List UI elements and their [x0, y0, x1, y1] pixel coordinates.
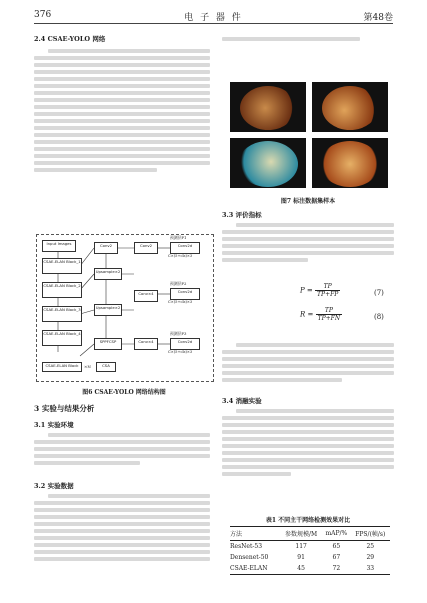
fundus-image-4	[312, 138, 388, 188]
head-conv2d-1: Conv2d	[170, 242, 200, 254]
section-3-2-body	[34, 491, 210, 564]
sppfcsp-box: SPPFCSP	[94, 338, 122, 350]
table-cell: 117	[295, 543, 307, 550]
upsample-box-2: Upsample×2	[94, 304, 122, 316]
figure-6-network-diagram	[36, 234, 212, 386]
formula-r-fraction	[316, 307, 342, 322]
section-3-4-body	[222, 406, 394, 479]
conv2-box-b: Conv2	[134, 242, 158, 254]
figure-6-caption: 图6 CSAE-YOLO 网络结构图	[82, 389, 166, 396]
page-header	[0, 0, 427, 24]
output-size-2: C×(5+cls)×3	[168, 300, 193, 304]
table-cell: 91	[297, 554, 305, 561]
output-size-3: C×(5+cls)×3	[168, 350, 193, 354]
input-images-box: Input Images	[42, 240, 76, 252]
conv2-box-a: Conv2	[94, 242, 118, 254]
section-3-1-body	[34, 430, 210, 468]
head-conv2d-3: Conv2d	[170, 338, 200, 350]
conv4-box-c: Conv×4	[134, 290, 158, 302]
formula-p-denominator: TP+FP	[317, 291, 339, 298]
table-header-method: 方法	[230, 527, 280, 541]
legend-block-box: CSAE-ELAN Block	[42, 362, 82, 372]
table-row	[230, 552, 390, 563]
upsample-box-1: Upsample×2	[94, 268, 122, 280]
table-cell: 65	[332, 543, 341, 550]
section-3-1-heading: 3.1 实验环境	[34, 421, 74, 429]
csae-elan-block-1: CSAE-ELAN Block_1	[42, 258, 82, 274]
formula-explanation	[222, 340, 394, 385]
pred-layer-p1: 预测层P1	[170, 235, 187, 240]
section-3-3-body	[222, 220, 394, 265]
formula-r-lhs: R =	[300, 310, 314, 319]
table-cell: 25	[366, 543, 375, 550]
formula-p-fraction	[315, 283, 340, 298]
table-cell: 72	[322, 563, 350, 575]
table-1	[230, 526, 390, 575]
formula-r-denominator: TP+FN	[317, 315, 341, 322]
equation-number-8: (8)	[374, 313, 384, 321]
section-3-heading: 3 实验与结果分析	[34, 404, 95, 413]
header-rule	[34, 23, 393, 24]
table-cell: 45	[280, 563, 322, 575]
section-3-4-heading: 3.4 消融实验	[222, 397, 262, 405]
table-cell: 33	[351, 563, 390, 575]
table-header-row	[230, 527, 390, 541]
right-column-intro	[222, 34, 394, 44]
section-3-2-heading: 3.2 实验数据	[34, 482, 74, 490]
formula-p-numerator: TP	[315, 283, 340, 291]
table-cell: ResNet-53	[230, 543, 263, 550]
equation-number-7: (7)	[374, 289, 384, 297]
figure-7-caption: 图7 标注数据集样本	[280, 198, 336, 205]
head-conv2d-2: Conv2d	[170, 288, 200, 300]
formula-r-numerator: TP	[316, 307, 342, 315]
table-cell: 29	[366, 554, 375, 561]
volume-label: 第48卷	[363, 13, 393, 23]
fundus-image-1	[230, 82, 306, 132]
conv4-box-d: Conv×4	[134, 338, 158, 350]
journal-title: 电 子 器 件	[184, 13, 243, 23]
table-cell: CSAE-ELAN	[230, 563, 280, 575]
page-number: 376	[34, 10, 52, 20]
table-row	[230, 541, 390, 553]
table-cell: 67	[332, 554, 341, 561]
fundus-image-2	[312, 82, 388, 132]
csae-elan-block-2: CSAE-ELAN Block_2	[42, 282, 82, 298]
formula-recall	[300, 307, 342, 322]
csae-elan-block-3: CSAE-ELAN Block_3	[42, 306, 82, 322]
legend-csa-box: CSA	[96, 362, 116, 372]
table-cell: Densenet-50	[230, 554, 269, 561]
table-1-title: 表1 不同主干网络检测效果对比	[265, 517, 351, 524]
figure-7-fundus-images	[230, 82, 390, 190]
table-header-map: mAP/%	[322, 527, 350, 541]
section-2-4-heading: 2.4 CSAE-YOLO 网络	[34, 35, 106, 43]
pred-layer-p2: 预测层P2	[170, 281, 187, 286]
pred-layer-p3: 预测层P3	[170, 331, 187, 336]
table-header-fps: FPS/(帧/s)	[351, 527, 390, 541]
section-2-4-body	[34, 46, 210, 175]
table-header-params: 参数规模/M	[280, 527, 322, 541]
legend-repeat-label: ×N	[84, 364, 91, 369]
table-row	[230, 563, 390, 575]
formula-p-lhs: P =	[300, 286, 313, 295]
csae-elan-block-4: CSAE-ELAN Block_4	[42, 330, 82, 346]
output-size-1: C×(5+cls)×3	[168, 254, 193, 258]
formula-precision	[300, 283, 340, 298]
section-3-3-heading: 3.3 评价指标	[222, 211, 262, 219]
fundus-image-3	[230, 138, 306, 188]
